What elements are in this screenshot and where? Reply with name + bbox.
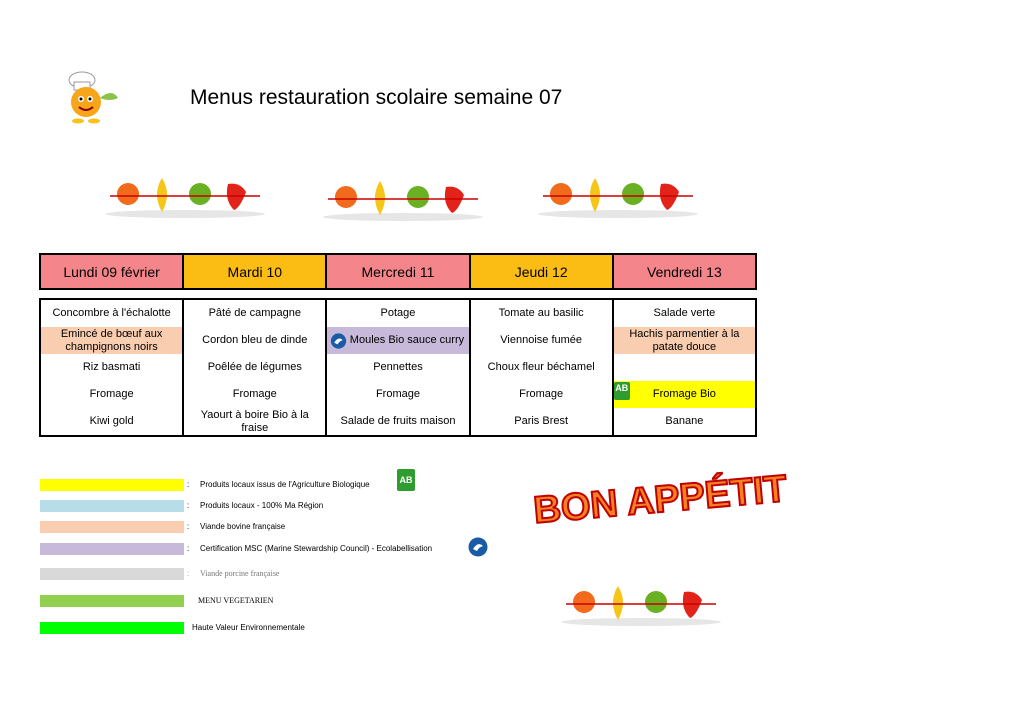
- legend-item-msc: : Certification MSC (Marine Stewardship Council) - Ecolabellisation: [40, 543, 700, 555]
- fruit-characters-illustration: [318, 173, 488, 223]
- menu-row-side: [40, 354, 756, 381]
- bon-appetit-text: [510, 462, 810, 532]
- legend-swatch: [40, 479, 184, 491]
- fruit-characters-illustration: [556, 578, 726, 628]
- days-header-table: [39, 253, 757, 290]
- day-wednesday: Mercredi 11: [326, 254, 469, 289]
- day-friday: Vendredi 13: [613, 254, 756, 289]
- msc-label-icon: [468, 537, 488, 557]
- menu-cell: Paris Brest: [470, 408, 613, 436]
- legend-swatch: [40, 500, 184, 512]
- legend-item-local: : Produits locaux - 100% Ma Région: [40, 500, 700, 512]
- svg-text:BON APPÉTIT: BON APPÉTIT: [531, 467, 789, 532]
- legend-label: Viande porcine française: [200, 569, 280, 578]
- legend-item-bio: : Produits locaux issus de l'Agriculture Biologique: [40, 479, 700, 491]
- menu-cell: Potage: [326, 299, 469, 327]
- legend-label: MENU VEGETARIEN: [198, 596, 274, 605]
- menu-cell: Pâté de campagne: [183, 299, 326, 327]
- legend-item-beef: : Viande bovine française: [40, 521, 700, 533]
- legend-label: Haute Valeur Environnementale: [192, 623, 305, 632]
- legend-swatch: [40, 543, 184, 555]
- legend-swatch: [40, 568, 184, 580]
- menu-cell: Pennettes: [326, 354, 469, 381]
- menu-row-starter: [40, 299, 756, 327]
- day-thursday: Jeudi 12: [470, 254, 613, 289]
- menu-cell: Salade de fruits maison: [326, 408, 469, 436]
- menu-cell: Banane: [613, 408, 756, 436]
- menu-cell: Cordon bleu de dinde: [183, 327, 326, 354]
- menu-cell: [613, 354, 756, 381]
- menu-cell-msc: [326, 327, 469, 354]
- menu-cell-text: Fromage Bio: [652, 388, 716, 400]
- menu-row-cheese: [40, 381, 756, 408]
- menu-cell: Fromage: [326, 381, 469, 408]
- day-tuesday: Mardi 10: [183, 254, 326, 289]
- menu-cell: Viennoise fumée: [470, 327, 613, 354]
- menu-cell: Concombre à l'échalotte: [40, 299, 183, 327]
- legend-label: Produits locaux issus de l'Agriculture Biologique: [200, 480, 370, 489]
- menu-cell: Fromage: [40, 381, 183, 408]
- menu-cell: Salade verte: [613, 299, 756, 327]
- menu-cell-bio: [613, 381, 756, 408]
- fruit-characters-illustration: [100, 170, 270, 220]
- menu-cell: Poêlée de légumes: [183, 354, 326, 381]
- menu-row-dessert: [40, 408, 756, 436]
- menu-cell: Yaourt à boire Bio à la fraise: [183, 408, 326, 436]
- legend-swatch: [40, 622, 184, 634]
- menu-row-main: [40, 327, 756, 354]
- legend-label: Viande bovine française: [200, 522, 286, 531]
- menu-cell: Emincé de bœuf aux champignons noirs: [40, 327, 183, 354]
- legend-item-pork: : Viande porcine française: [40, 568, 700, 580]
- menu-cell: Fromage: [470, 381, 613, 408]
- ab-bio-label-icon: AB: [614, 382, 630, 400]
- menu-table: [39, 298, 757, 437]
- menu-cell: Riz basmati: [40, 354, 183, 381]
- msc-label-icon: [330, 332, 347, 349]
- menu-cell: Hachis parmentier à la patate douce: [613, 327, 756, 354]
- day-monday: Lundi 09 février: [40, 254, 183, 289]
- menu-cell-text: Moules Bio sauce curry: [349, 334, 465, 346]
- ab-bio-label-icon: AB: [397, 469, 415, 491]
- legend-label: Certification MSC (Marine Stewardship Council) - Ecolabellisation: [200, 544, 433, 553]
- menu-cell: Kiwi gold: [40, 408, 183, 436]
- fruit-characters-illustration: [533, 170, 703, 220]
- menu-cell: Fromage: [183, 381, 326, 408]
- chef-mascot-logo: [60, 68, 120, 128]
- legend-label: Produits locaux - 100% Ma Région: [200, 501, 324, 510]
- legend-swatch: [40, 595, 184, 607]
- menu-cell: Tomate au basilic: [470, 299, 613, 327]
- menu-cell: Choux fleur béchamel: [470, 354, 613, 381]
- page-title: Menus restauration scolaire semaine 07: [190, 86, 563, 109]
- legend-swatch: [40, 521, 184, 533]
